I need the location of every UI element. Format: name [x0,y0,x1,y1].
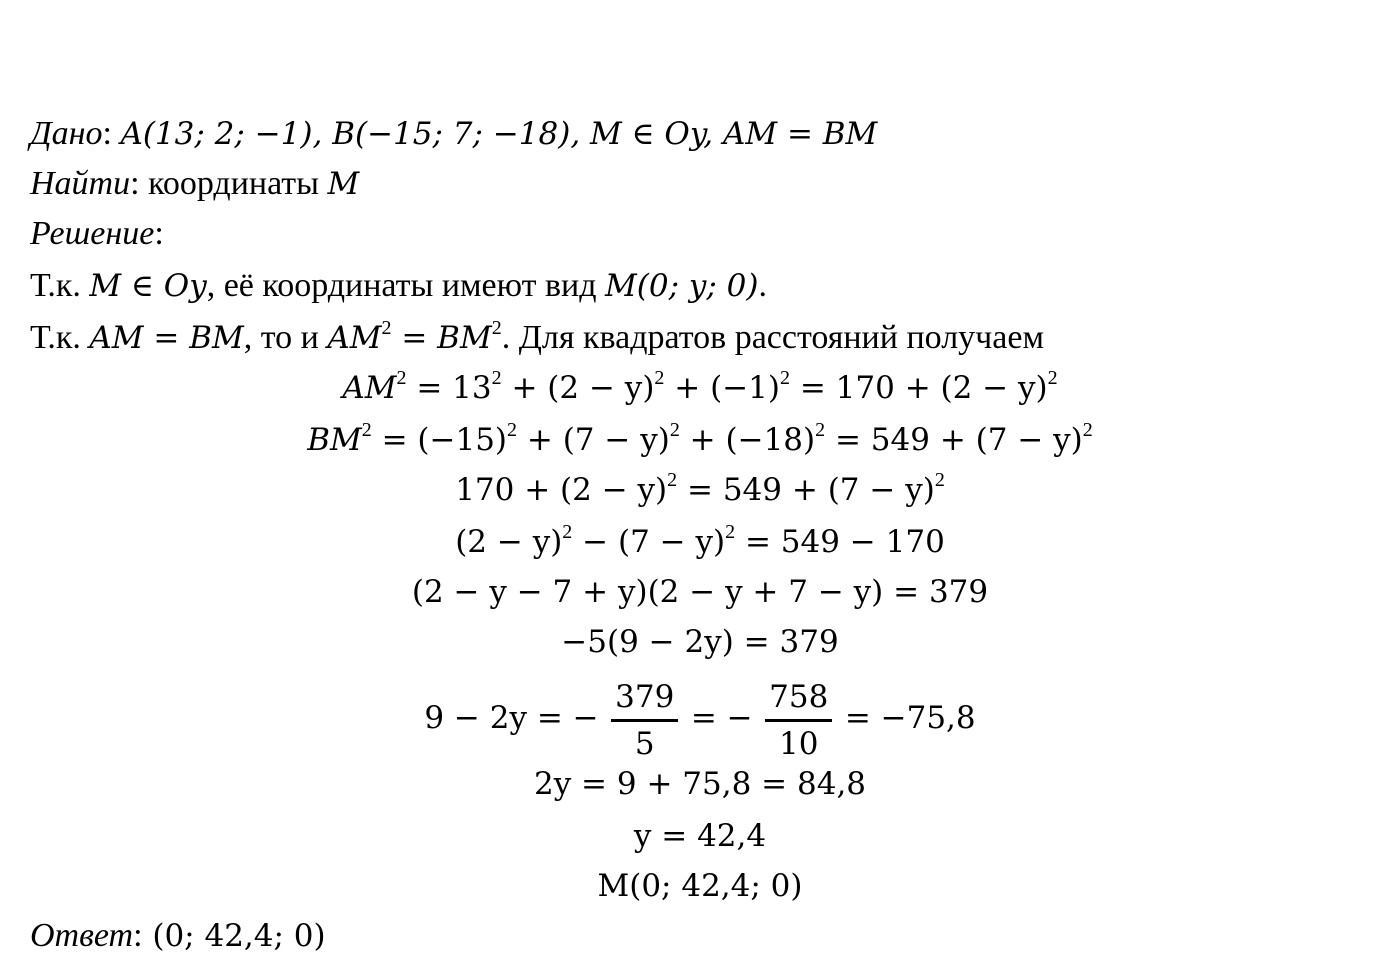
reasoning-line-1 [30,266,767,306]
eq2-part: + (−18) [679,422,816,458]
fraction-numerator: 379 [611,675,678,722]
eq2-part: + (7 − y) [517,422,670,458]
line1-math1: M ∈ Oy [89,268,207,304]
line2-prefix: Т.к. [30,319,90,356]
given-colon: : [102,115,112,152]
eq4-sup: 2 [725,521,736,543]
eq1-part: = 170 + (2 − y) [790,370,1048,406]
line1-suffix: . [758,267,768,304]
eq2-sup: 2 [669,419,680,441]
eq1-sup: 2 [654,367,665,389]
eq7-rhs: = −75,8 [844,700,976,736]
solution-colon: : [154,215,164,252]
line1-math2: M(0; y; 0) [605,268,759,304]
eq2-sup: 2 [361,419,372,441]
eq4-part: = 549 − 170 [735,524,945,560]
given-label: Дано [30,115,103,152]
fraction-denominator: 10 [779,725,819,762]
equation-5 [0,572,1400,612]
eq1-part: = 13 [406,370,492,406]
equation-7 [0,672,1400,766]
eq1-part: + (2 − y) [501,370,655,406]
eq7-mid: = − [690,700,753,736]
eq4-part: (2 − y) [455,524,563,560]
eq3-sup: 2 [667,469,678,491]
answer-colon: : [133,917,143,954]
eq7-lhs: 9 − 2y = − [424,700,599,736]
given-math: A(13; 2; −1), B(−15; 7; −18), M ∈ Oy, AM = BM [120,116,878,152]
find-text: координаты [139,165,328,202]
eq3-part: 170 + (2 − y) [455,472,668,508]
solution-line [30,214,164,254]
eq2-sup: 2 [815,419,826,441]
line2-math1: AM = BM [89,320,244,356]
equation-4 [0,522,1400,562]
eq1-part: + (−1) [664,370,780,406]
line2-math2b: = BM [391,320,492,356]
equation-2 [0,420,1400,460]
eq1-part: AM [342,370,397,406]
eq1-sup: 2 [780,367,790,389]
equation-3 [0,470,1400,510]
answer-label: Ответ [30,917,134,954]
equation-9 [0,816,1400,856]
answer-line [30,916,326,956]
eq9-text: y = 42,4 [633,818,767,854]
given-line [30,114,877,154]
line2-sup1: 2 [381,317,392,339]
answer-math: (0; 42,4; 0) [142,918,326,954]
equation-8 [0,764,1400,804]
eq1-sup: 2 [396,367,407,389]
eq8-text: 2y = 9 + 75,8 = 84,8 [533,766,867,802]
line2-sup2: 2 [491,317,502,339]
find-label: Найти [30,165,131,202]
line2-text2: . Для квадратов расстояний получаем [501,319,1044,356]
line2-text1: , то и [243,319,328,356]
eq4-part: − (7 − y) [572,524,726,560]
equation-6 [0,622,1400,662]
find-colon: : [130,165,140,202]
equation-10 [0,866,1400,906]
eq2-part: = (−15) [371,422,508,458]
eq6-text: −5(9 − 2y) = 379 [561,624,839,660]
eq5-text: (2 − y − 7 + y)(2 − y + 7 − y) = 379 [411,574,989,610]
eq2-sup: 2 [1082,419,1093,441]
solution-label: Решение [30,215,155,252]
fraction-denominator: 5 [634,725,655,762]
eq3-sup: 2 [934,469,945,491]
eq2-part: = 549 + (7 − y) [825,422,1083,458]
eq2-part: BM [307,422,362,458]
find-math: M [327,166,360,202]
eq4-sup: 2 [562,521,573,543]
reasoning-line-2 [30,318,1044,358]
eq1-sup: 2 [491,367,502,389]
find-line [30,164,359,204]
fraction-379-5 [611,675,678,766]
eq1-sup: 2 [1047,367,1058,389]
eq3-part: = 549 + (7 − y) [677,472,935,508]
fraction-numerator: 758 [765,675,832,722]
line1-text: , её координаты имеют вид [206,267,606,304]
eq10-text: M(0; 42,4; 0) [597,868,803,904]
eq2-sup: 2 [507,419,518,441]
equation-1 [0,368,1400,408]
fraction-758-10 [765,675,832,766]
line1-prefix: Т.к. [30,267,90,304]
line2-math2a: AM [327,320,382,356]
